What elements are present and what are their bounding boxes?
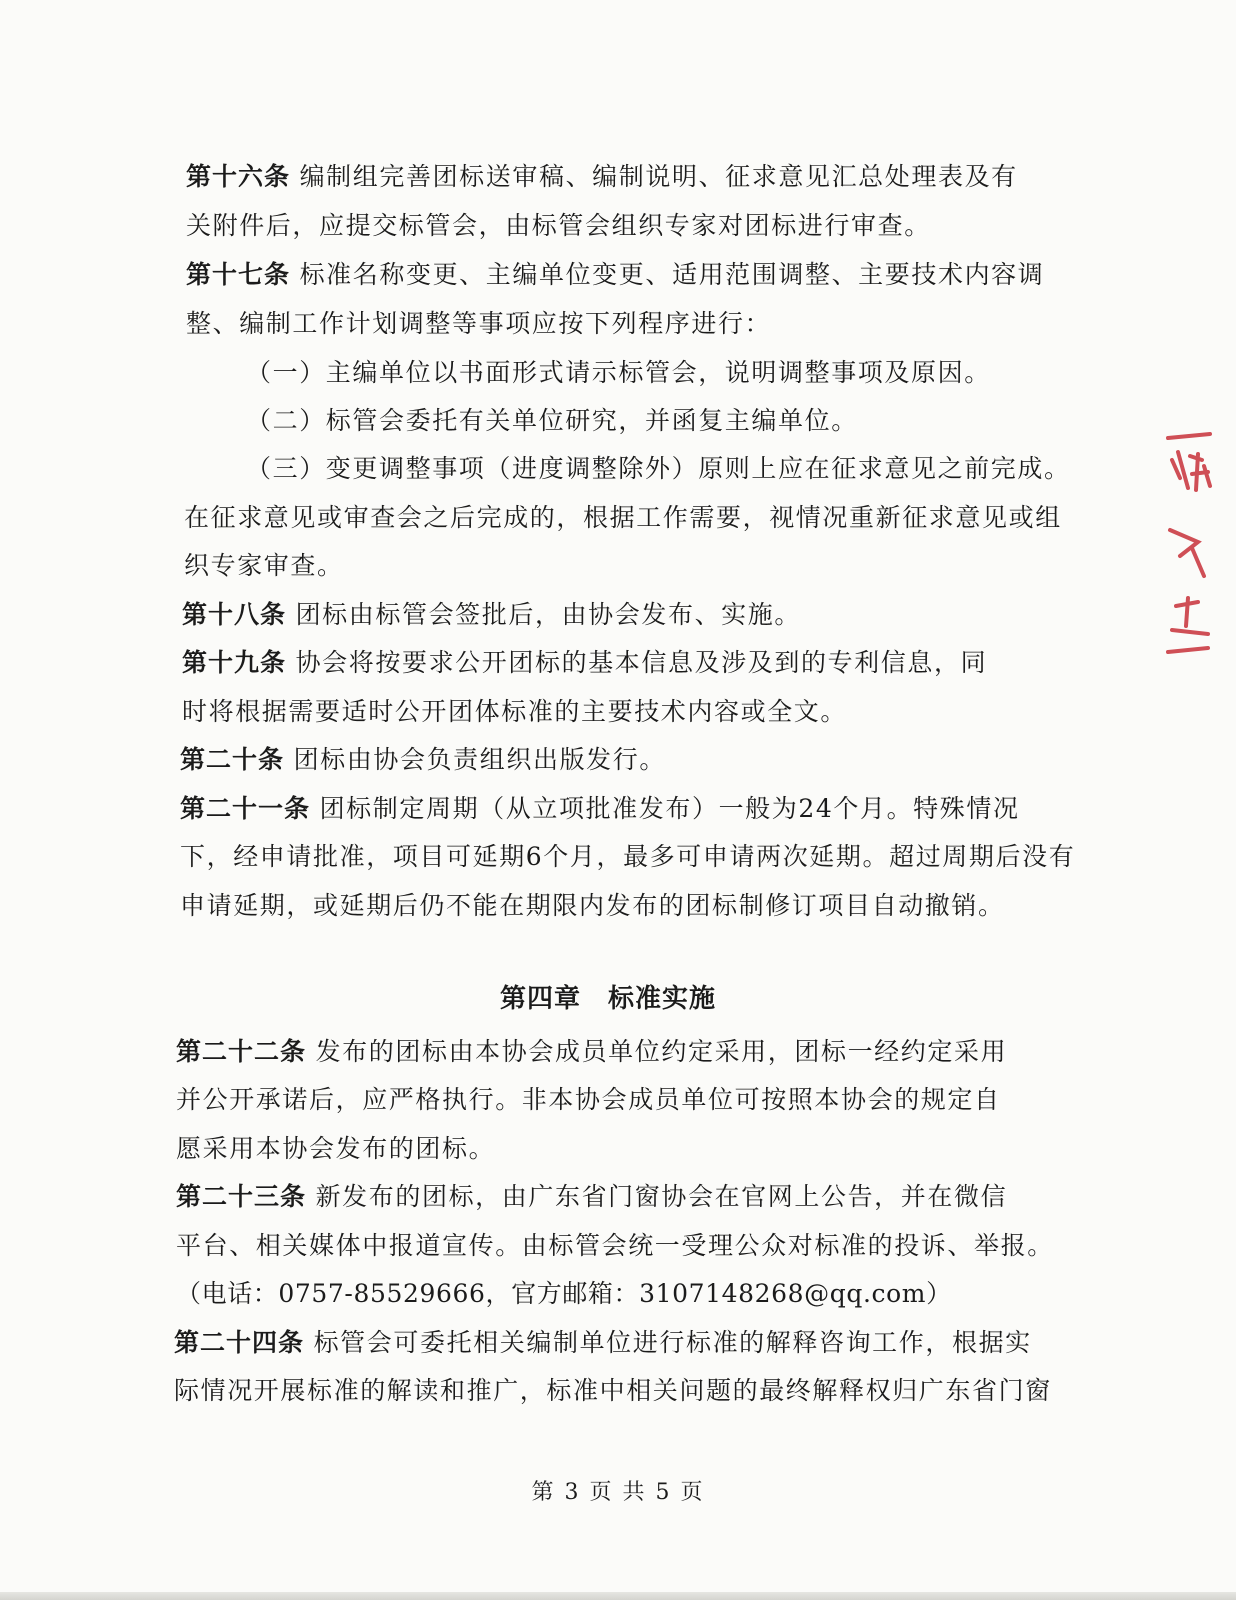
article-title: 第二十三条 bbox=[176, 1182, 307, 1211]
article-text: 协会将按要求公开团标的基本信息及涉及到的专利信息，同 bbox=[295, 648, 988, 677]
article-text: 愿采用本协会发布的团标。 bbox=[176, 1134, 496, 1163]
page-number: 第 3 页 共 5 页 bbox=[531, 1480, 705, 1505]
list-item: （三）变更调整事项（进度调整除外）原则上应在征求意见之前完成。 bbox=[246, 454, 1071, 483]
article-text: 团标由协会负责组织出版发行。 bbox=[293, 745, 666, 774]
scan-edge bbox=[0, 1592, 1236, 1600]
article-text: 团标制定周期（从立项批准发布）一般为24个月。特殊情况 bbox=[319, 794, 1020, 823]
article-text: 申请延期，或延期后仍不能在期限内发布的团标制修订项目自动撤销。 bbox=[180, 891, 1005, 920]
article-title: 第二十一条 bbox=[180, 794, 311, 823]
article-title: 第二十条 bbox=[180, 745, 285, 774]
article-text: 并公开承诺后，应严格执行。非本协会成员单位可按照本协会的规定自 bbox=[176, 1085, 1001, 1114]
article-title: 第二十四条 bbox=[174, 1328, 305, 1357]
article-text: 平台、相关媒体中报道宣传。由标管会统一受理公众对标准的投诉、举报。 bbox=[176, 1231, 1054, 1260]
article-text: 关附件后，应提交标管会，由标管会组织专家对团标进行审查。 bbox=[186, 211, 931, 240]
list-item: （二）标管会委托有关单位研究，并函复主编单位。 bbox=[246, 406, 858, 435]
seal-icon bbox=[1158, 430, 1218, 660]
article-text: 际情况开展标准的解读和推广，标准中相关问题的最终解释权归广东省门窗 bbox=[174, 1376, 1052, 1405]
article-text: 发布的团标由本协会成员单位约定采用，团标一经约定采用 bbox=[315, 1037, 1008, 1066]
article-text: 团标由标管会签批后，由协会发布、实施。 bbox=[295, 600, 801, 629]
list-item-continuation: 织专家审查。 bbox=[184, 551, 344, 580]
article-text: 标管会可委托相关编制单位进行标准的解释咨询工作，根据实 bbox=[313, 1328, 1032, 1357]
article-title: 第十八条 bbox=[182, 600, 287, 629]
article-title: 第二十二条 bbox=[176, 1037, 307, 1066]
article-title: 第十七条 bbox=[186, 260, 291, 289]
article-text: 编制组完善团标送审稿、编制说明、征求意见汇总处理表及有 bbox=[299, 162, 1018, 191]
list-item: （一）主编单位以书面形式请示标管会，说明调整事项及原因。 bbox=[246, 358, 991, 387]
article-text: 标准名称变更、主编单位变更、适用范围调整、主要技术内容调 bbox=[299, 260, 1045, 289]
article-title: 第十九条 bbox=[182, 648, 287, 677]
list-item-continuation: 在征求意见或审查会之后完成的，根据工作需要，视情况重新征求意见或组 bbox=[184, 503, 1062, 532]
article-title: 第十六条 bbox=[186, 162, 291, 191]
contact-info: （电话：0757-85529666，官方邮箱：3107148268@qq.com） bbox=[176, 1279, 952, 1308]
article-text: 时将根据需要适时公开团体标准的主要技术内容或全文。 bbox=[182, 697, 848, 726]
seal-stamp bbox=[1158, 430, 1218, 664]
article-text: 新发布的团标，由广东省门窗协会在官网上公告，并在微信 bbox=[315, 1182, 1008, 1211]
article-text: 下，经申请批准，项目可延期6个月，最多可申请两次延期。超过周期后没有 bbox=[180, 842, 1076, 871]
article-text: 整、编制工作计划调整等事项应按下列程序进行： bbox=[186, 309, 772, 338]
chapter-heading: 第四章 标准实施 bbox=[500, 984, 717, 1014]
